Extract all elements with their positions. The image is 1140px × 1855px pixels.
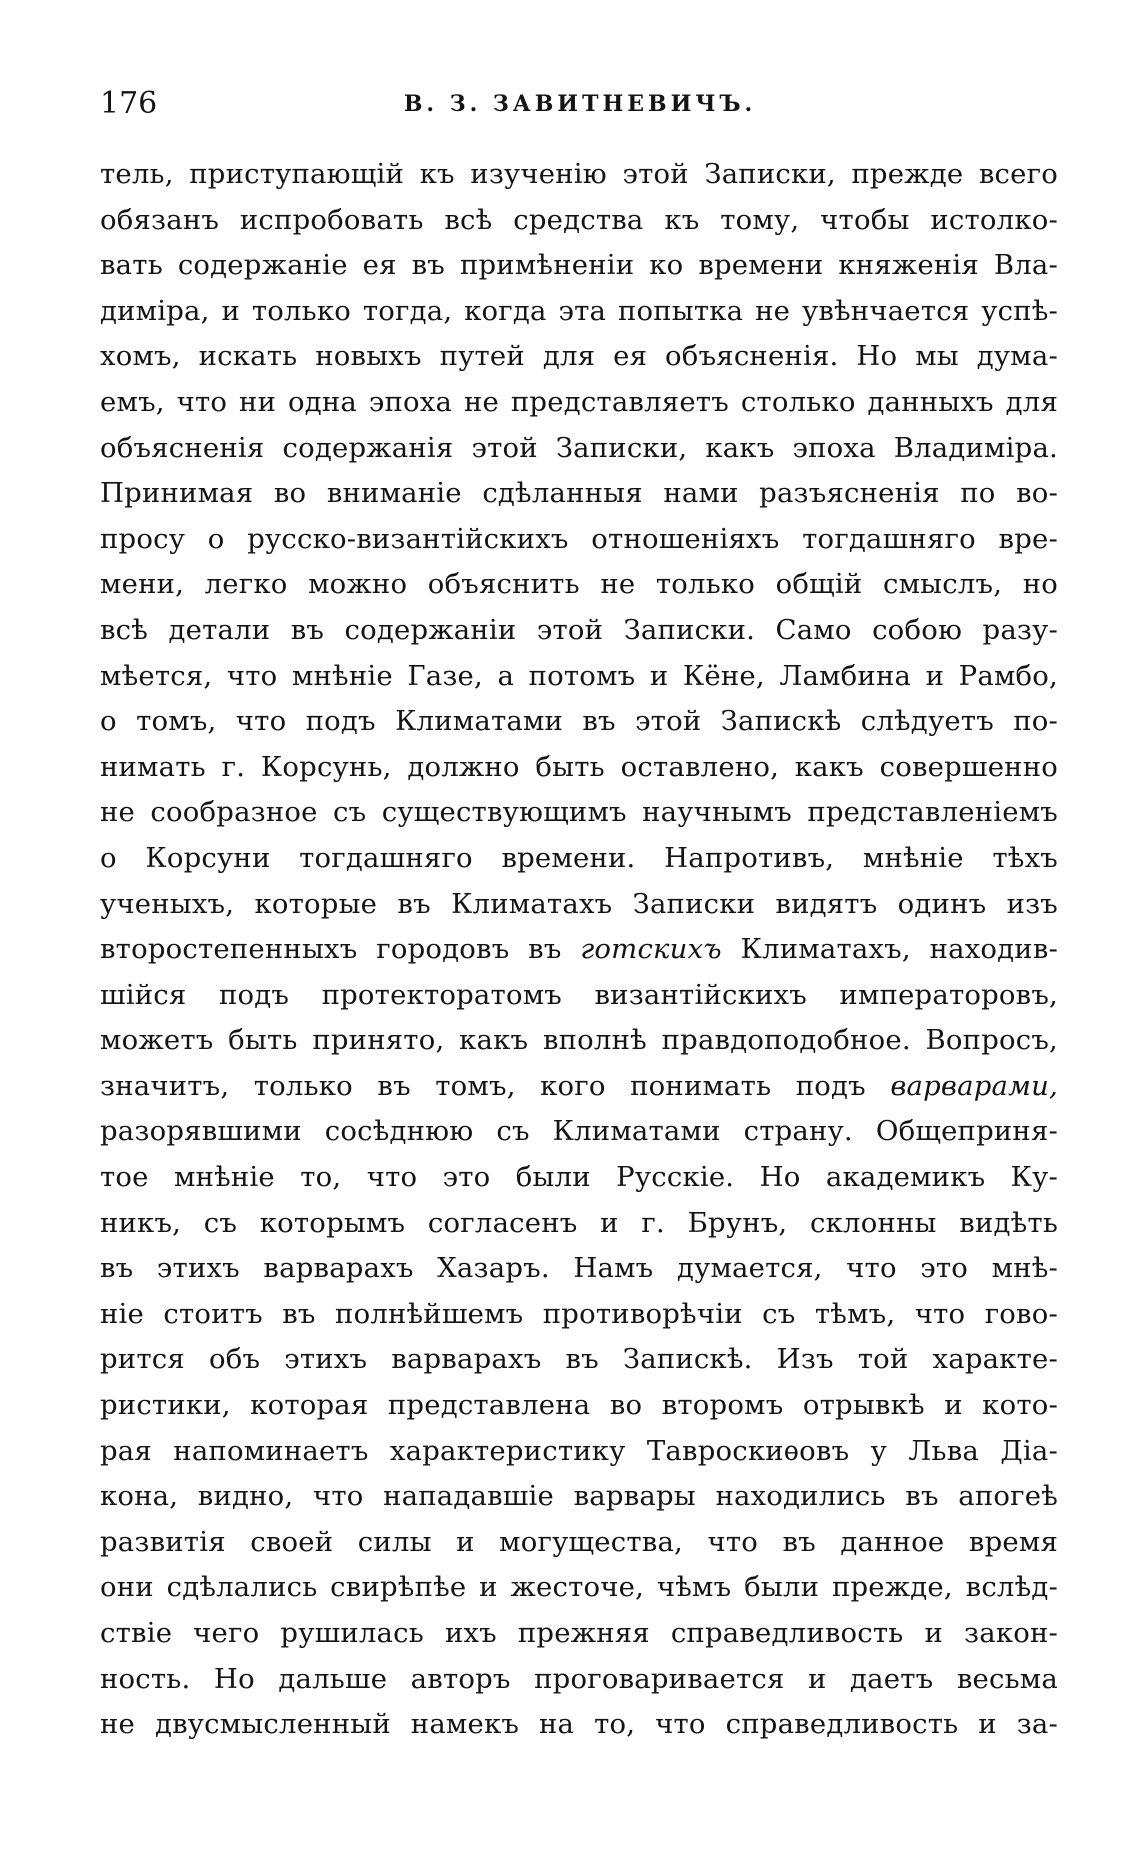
italic-term: готскихъ — [580, 933, 722, 966]
text-line — [100, 1201, 1058, 1247]
text-line — [100, 927, 1058, 973]
text-line — [100, 1429, 1058, 1475]
text-line — [100, 699, 1058, 745]
text-segment: ность. Но дальше авторъ проговаривается и даетъ весьма — [100, 1662, 1058, 1695]
text-line — [100, 152, 1058, 198]
text-segment: не сообразное съ существующимъ научнымъ представленіемъ — [100, 796, 1058, 829]
text-line — [100, 654, 1058, 700]
text-segment: кона, видно, что нападавшіе варвары находились въ апогеѣ — [100, 1480, 1058, 1513]
text-line — [100, 973, 1058, 1019]
text-segment: мени, легко можно объяснить не только общій смыслъ, но — [100, 568, 1058, 601]
text-segment: тель, приступающій къ изученію этой Записки, прежде всего — [100, 158, 1058, 190]
body-text — [100, 152, 1058, 1748]
text-line — [100, 1702, 1058, 1748]
text-line — [100, 334, 1058, 380]
text-segment: шійся подъ протекторатомъ византійскихъ императоровъ, — [100, 978, 1058, 1011]
text-line — [100, 517, 1058, 563]
text-segment: развитія своей силы и могущества, что въ данное время — [100, 1525, 1058, 1558]
text-segment: Климатахъ, находив- — [721, 933, 1058, 966]
text-segment: объясненія содержанія этой Записки, какъ эпоха Владиміра. — [100, 431, 1058, 464]
text-segment: они сдѣлались свирѣпѣе и жесточе, чѣмъ были прежде, вслѣд- — [100, 1571, 1058, 1604]
text-line — [100, 1337, 1058, 1383]
text-line — [100, 1246, 1058, 1292]
text-line — [100, 608, 1058, 654]
text-line — [100, 1155, 1058, 1201]
text-segment: тое мнѣніе то, что это были Русскіе. Но академикъ Ку- — [100, 1161, 1058, 1194]
text-segment: хомъ, искать новыхъ путей для ея объясненія. Но мы дума- — [100, 340, 1058, 373]
text-line — [100, 1657, 1058, 1703]
text-line — [100, 1474, 1058, 1520]
text-segment: мѣется, что мнѣніе Газе, а потомъ и Кёне, Ламбина и Рамбо, — [100, 659, 1058, 692]
running-head: В. З. ЗАВИТНЕВИЧЪ. — [403, 91, 757, 117]
text-line — [100, 790, 1058, 836]
text-segment: нимать г. Корсунь, должно быть оставлено, какъ совершенно — [100, 750, 1058, 783]
text-segment: о томъ, что подъ Климатами въ этой Запискѣ слѣдуетъ по- — [100, 705, 1058, 738]
text-line — [100, 1064, 1058, 1110]
text-segment: рится объ этихъ варварахъ въ Запискѣ. Изъ той характе- — [100, 1343, 1058, 1376]
text-line — [100, 243, 1058, 289]
text-line — [100, 289, 1058, 335]
text-segment: ристики, которая представлена во второмъ отрывкѣ и кото- — [100, 1389, 1058, 1422]
text-line — [100, 471, 1058, 517]
text-line — [100, 1520, 1058, 1566]
text-line — [100, 380, 1058, 426]
text-segment: никъ, съ которымъ согласенъ и г. Брунъ, склонны видѣть — [100, 1206, 1058, 1239]
text-line — [100, 562, 1058, 608]
text-segment: не двусмысленный намекъ на то, что справедливость и за- — [100, 1708, 1058, 1741]
text-line — [100, 1611, 1058, 1657]
text-line — [100, 198, 1058, 244]
text-line — [100, 745, 1058, 791]
text-segment: Принимая во вниманіе сдѣланныя нами разъясненія по во- — [100, 477, 1058, 510]
text-segment: ствіе чего рушилась ихъ прежняя справедливость и закон- — [100, 1617, 1058, 1649]
text-line — [100, 1383, 1058, 1429]
text-segment: рая напоминаетъ характеристику Тавроскиѳовъ у Льва Діа- — [100, 1434, 1058, 1467]
text-line — [100, 1018, 1058, 1064]
text-segment: о Корсуни тогдашняго времени. Напротивъ, мнѣніе тѣхъ — [100, 841, 1058, 874]
text-line — [100, 882, 1058, 928]
text-line — [100, 836, 1058, 882]
text-line — [100, 426, 1058, 472]
text-segment: всѣ детали въ содержаніи этой Записки. Само собою разу- — [100, 613, 1058, 646]
text-segment: въ этихъ варварахъ Хазаръ. Намъ думается, что это мнѣ- — [100, 1252, 1058, 1285]
text-segment: вать содержаніе ея въ примѣненіи ко времени княженія Вла- — [100, 249, 1058, 282]
text-segment: обязанъ испробовать всѣ средства къ тому, чтобы истолко- — [100, 203, 1058, 236]
text-segment: разорявшими сосѣднюю съ Климатами страну. Общеприня- — [100, 1115, 1058, 1148]
text-segment: просу о русско-византійскихъ отношеніяхъ тогдашняго вре- — [100, 522, 1058, 555]
text-line — [100, 1292, 1058, 1338]
italic-term: варварами, — [890, 1069, 1058, 1102]
page-header — [100, 84, 1060, 124]
text-segment: можетъ быть принято, какъ вполнѣ правдоподобное. Вопросъ, — [100, 1024, 1058, 1057]
text-segment: второстепенныхъ городовъ въ — [100, 933, 581, 966]
text-segment: значитъ, только въ томъ, кого понимать подъ — [100, 1069, 891, 1102]
text-line — [100, 1565, 1058, 1611]
text-segment: ученыхъ, которые въ Климатахъ Записки видятъ одинъ изъ — [100, 887, 1058, 920]
text-segment: диміра, и только тогда, когда эта попытка не увѣнчается успѣ- — [100, 294, 1058, 327]
text-segment: ніе стоитъ въ полнѣйшемъ противорѣчіи съ тѣмъ, что гово- — [100, 1297, 1058, 1330]
text-segment: емъ, что ни одна эпоха не представляетъ столько данныхъ для — [100, 385, 1058, 418]
page-number: 176 — [100, 86, 158, 121]
text-line — [100, 1109, 1058, 1155]
